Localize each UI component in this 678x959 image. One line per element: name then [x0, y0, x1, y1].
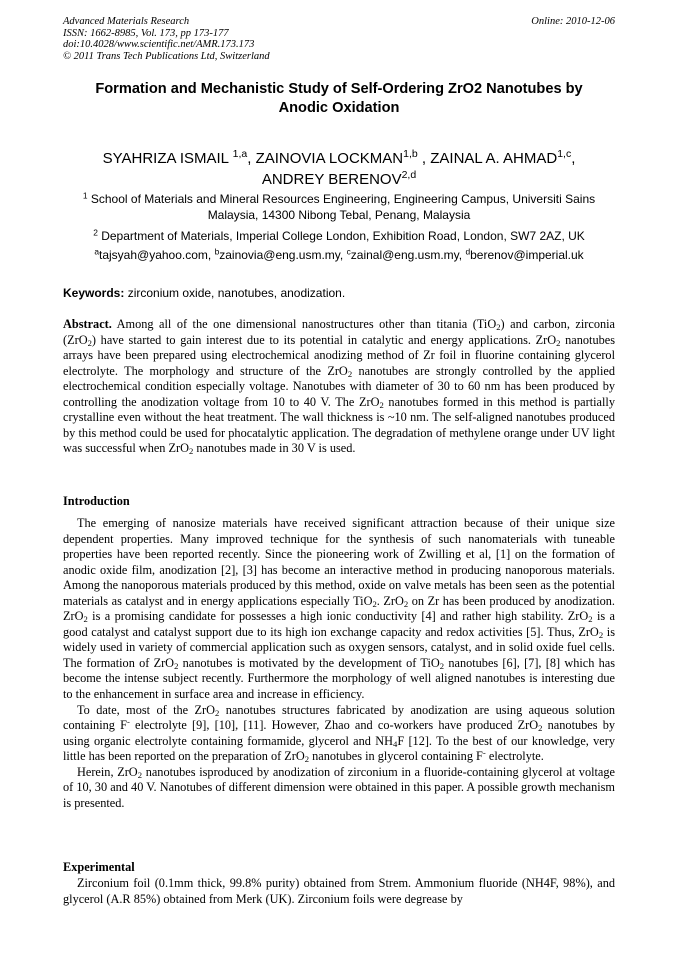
- experimental-body: [63, 876, 615, 907]
- aff-text: School of Materials and Mineral Resources Engineering, Engineering Campus, Universiti Sains: [87, 192, 596, 206]
- subscript: 2: [439, 661, 445, 672]
- author-sup: 2,d: [401, 169, 417, 182]
- subscript: 2: [496, 322, 501, 333]
- subscript: 2: [347, 368, 353, 379]
- intro-text: is a good catalyst and catalyst support due to its high ion exchange capacity and redox activities [5]. Thus, ZrO: [63, 609, 615, 639]
- copyright: © 2011 Trans Tech Publications Ltd, Switzerland: [63, 50, 270, 62]
- author-name: SYAHRIZA ISMAIL: [102, 150, 233, 167]
- experimental-paragraph-1: Zirconium foil (0.1mm thick, 99.8% purity) obtained from Strem. Ammonium fluoride (NH4F, 98%), and glycerol (A.R 85%) obtained from Merk (UK). Zirconium foils were degrease by: [63, 876, 615, 906]
- affiliation-1-line-2: Malaysia, 14300 Nibong Tebal, Penang, Malaysia: [207, 208, 471, 222]
- affiliation-1: [63, 191, 615, 223]
- intro-paragraph-3: [63, 765, 615, 812]
- intro-text: nanotubes by using organic electrolyte containing formamide, glycerol and NH: [63, 718, 615, 748]
- abstract-text: nanotubes are strongly controlled by the applied electrochemical condition especially voltage. Nanotubes with diameter of 30 to 60 nm has been produced by controlling the anodization voltage from 10 to 40 V. The ZrO: [63, 363, 615, 409]
- author-list: [63, 148, 615, 190]
- intro-text: electrolyte.: [485, 749, 544, 764]
- subscript: 2: [215, 707, 220, 718]
- author-sep: ,: [571, 150, 576, 167]
- email: zainovia@eng.usm.my,: [219, 248, 347, 262]
- intro-text: electrolyte [9], [10], [11]. However, Zhao and co-workers have produced ZrO: [129, 718, 539, 733]
- abstract-text: nanotubes formed in this method is partially crystalline even without the heat treatment. The wall thickness is ~10 nm. The self-aligned nanotubes produced by this method could be used for phocatalytic application. The degradation of methylene orange under UV light was successful when ZrO: [63, 394, 615, 456]
- journal-name: Advanced Materials Research: [63, 16, 190, 27]
- affiliation-2: [63, 228, 615, 244]
- abstract-text: nanotubes arrays have been prepared using electrochemical anodizing method of Zr foil in fluorine containing glycerol electrolyte. The morphology and structure of the ZrO: [63, 332, 616, 378]
- intro-text: nanotubes structures fabricated by anodization are using aqueous solution containing F: [63, 702, 615, 733]
- intro-text: is widely used in variety of commercial application such as oxygen sensors, catalyst, and in solid oxide fuel cells. The formation of ZrO: [63, 624, 615, 670]
- subscript: 2: [87, 337, 92, 348]
- author-emails: [63, 247, 615, 263]
- abstract-text: Among all of the one dimensional nanostructures other than titania (TiO: [111, 317, 497, 331]
- intro-text: nanotubes is motivated by the development of TiO: [178, 655, 440, 670]
- intro-text: The emerging of nanosize materials have received significant attraction because of their unique size dependent properties. Many improved technique for the synthesis of such nanomaterials with tuneable properties have been reported recently. Since the pioneering work of Zwilling et al, [1] on the formation of anodic oxide film, anodization [2], [3] has become an interactive method in producing nanoporous materials. Among the nanoporous materials produced by this method, oxide on valve metals has been seen as the potential materials as catalyst and in energy applications especially TiO: [63, 516, 615, 608]
- intro-text: F [12]. To the best of our knowledge, very little has been reported on the preparation of ZrO: [63, 733, 615, 764]
- subscript: 2: [137, 769, 143, 780]
- intro-text: is a promising candidate for possesses a high ionic conductivity [4] and rather high stability. ZrO: [87, 609, 589, 624]
- abstract-label: Abstract.: [63, 317, 112, 331]
- superscript: -: [482, 747, 486, 758]
- title-line-2: Anodic Oxidation: [278, 100, 400, 116]
- affiliation-1-line-1: [63, 191, 615, 207]
- intro-text: . ZrO: [376, 593, 404, 608]
- subscript: 2: [588, 614, 593, 625]
- intro-text: To date, most of the ZrO: [77, 702, 216, 717]
- email: berenov@imperial.uk: [470, 248, 584, 262]
- keywords-text: zirconium oxide, nanotubes, anodization.: [124, 286, 346, 300]
- author-name: , ZAINAL A. AHMAD: [417, 150, 558, 167]
- issn: ISSN: 1662-8985, Vol. 173, pp 173-177: [63, 27, 229, 39]
- author-sup: 1,b: [403, 148, 418, 161]
- abstract-text: nanotubes made in 30 V is used.: [193, 441, 356, 456]
- subscript: 2: [556, 337, 561, 348]
- introduction-body: [63, 516, 615, 811]
- aff-sup: 2: [93, 227, 98, 238]
- intro-paragraph-2: [63, 703, 615, 765]
- aff-text: Department of Materials, Imperial College London, Exhibition Road, London, SW7 2AZ, UK: [97, 229, 585, 243]
- subscript: 2: [83, 614, 88, 625]
- author-line-2: [63, 169, 615, 190]
- keywords: [63, 285, 615, 301]
- keywords-label: Keywords:: [63, 286, 125, 300]
- online-date: Online: 2010-12-06: [531, 16, 615, 27]
- email: tajsyah@yahoo.com,: [98, 248, 215, 262]
- intro-paragraph-1: [63, 516, 615, 703]
- subscript: 2: [379, 399, 384, 410]
- aff-sup: 1: [82, 190, 88, 201]
- superscript: -: [126, 716, 130, 727]
- doi: doi:10.4028/www.scientific.net/AMR.173.173: [63, 39, 255, 50]
- subscript: 2: [174, 661, 179, 672]
- intro-text: Herein, ZrO: [77, 764, 138, 779]
- email: zainal@eng.usm.my,: [350, 248, 466, 262]
- email-sup: b: [214, 246, 220, 257]
- subscript: 2: [304, 754, 310, 765]
- subscript: 2: [403, 598, 409, 609]
- email-sup: d: [465, 246, 471, 257]
- journal-header: [63, 16, 270, 62]
- subscript: 2: [598, 629, 604, 640]
- intro-text: nanotubes [6], [7], [8] which has become the intense subject recently. Furthermore the morphology of well aligned nanotubes is interesting due to the enhancement in surface area and increase in efficiency.: [63, 655, 616, 702]
- email-sup: c: [346, 246, 351, 257]
- subscript: 2: [372, 598, 377, 609]
- abstract-paragraph: [63, 317, 615, 457]
- author-name: , ZAINOVIA LOCKMAN: [247, 150, 404, 167]
- intro-text: nanotubes in glycerol containing F: [309, 749, 483, 764]
- abstract: [63, 317, 615, 457]
- subscript: 2: [189, 446, 194, 457]
- intro-text: nanotubes isproduced by anodization of zirconium in a fluoride-containing glycerol at voltage of 10, 30 and 40 V. Nanotubes of different dimension were obtained in this paper. A possible growth mechanism is presented.: [63, 764, 616, 810]
- email-sup: a: [94, 246, 99, 257]
- author-sup: 1,a: [232, 148, 248, 161]
- title-line-1: Formation and Mechanistic Study of Self-Ordering ZrO2 Nanotubes by: [95, 81, 583, 97]
- experimental-heading: Experimental: [63, 860, 135, 874]
- intro-text: on Zr has been produced by anodization. ZrO: [63, 593, 615, 624]
- author-name: ANDREY BERENOV: [261, 171, 402, 188]
- subscript: 2: [538, 723, 543, 734]
- subscript: 4: [393, 738, 398, 749]
- paper-title: [63, 80, 615, 118]
- author-line-1: [63, 148, 615, 169]
- abstract-text: ) and carbon, zirconia (ZrO: [63, 317, 615, 347]
- introduction-heading: Introduction: [63, 494, 130, 508]
- abstract-text: ) have started to gain interest due to its potential in catalytic and energy applications. ZrO: [91, 332, 557, 347]
- author-sup: 1,c: [557, 148, 572, 161]
